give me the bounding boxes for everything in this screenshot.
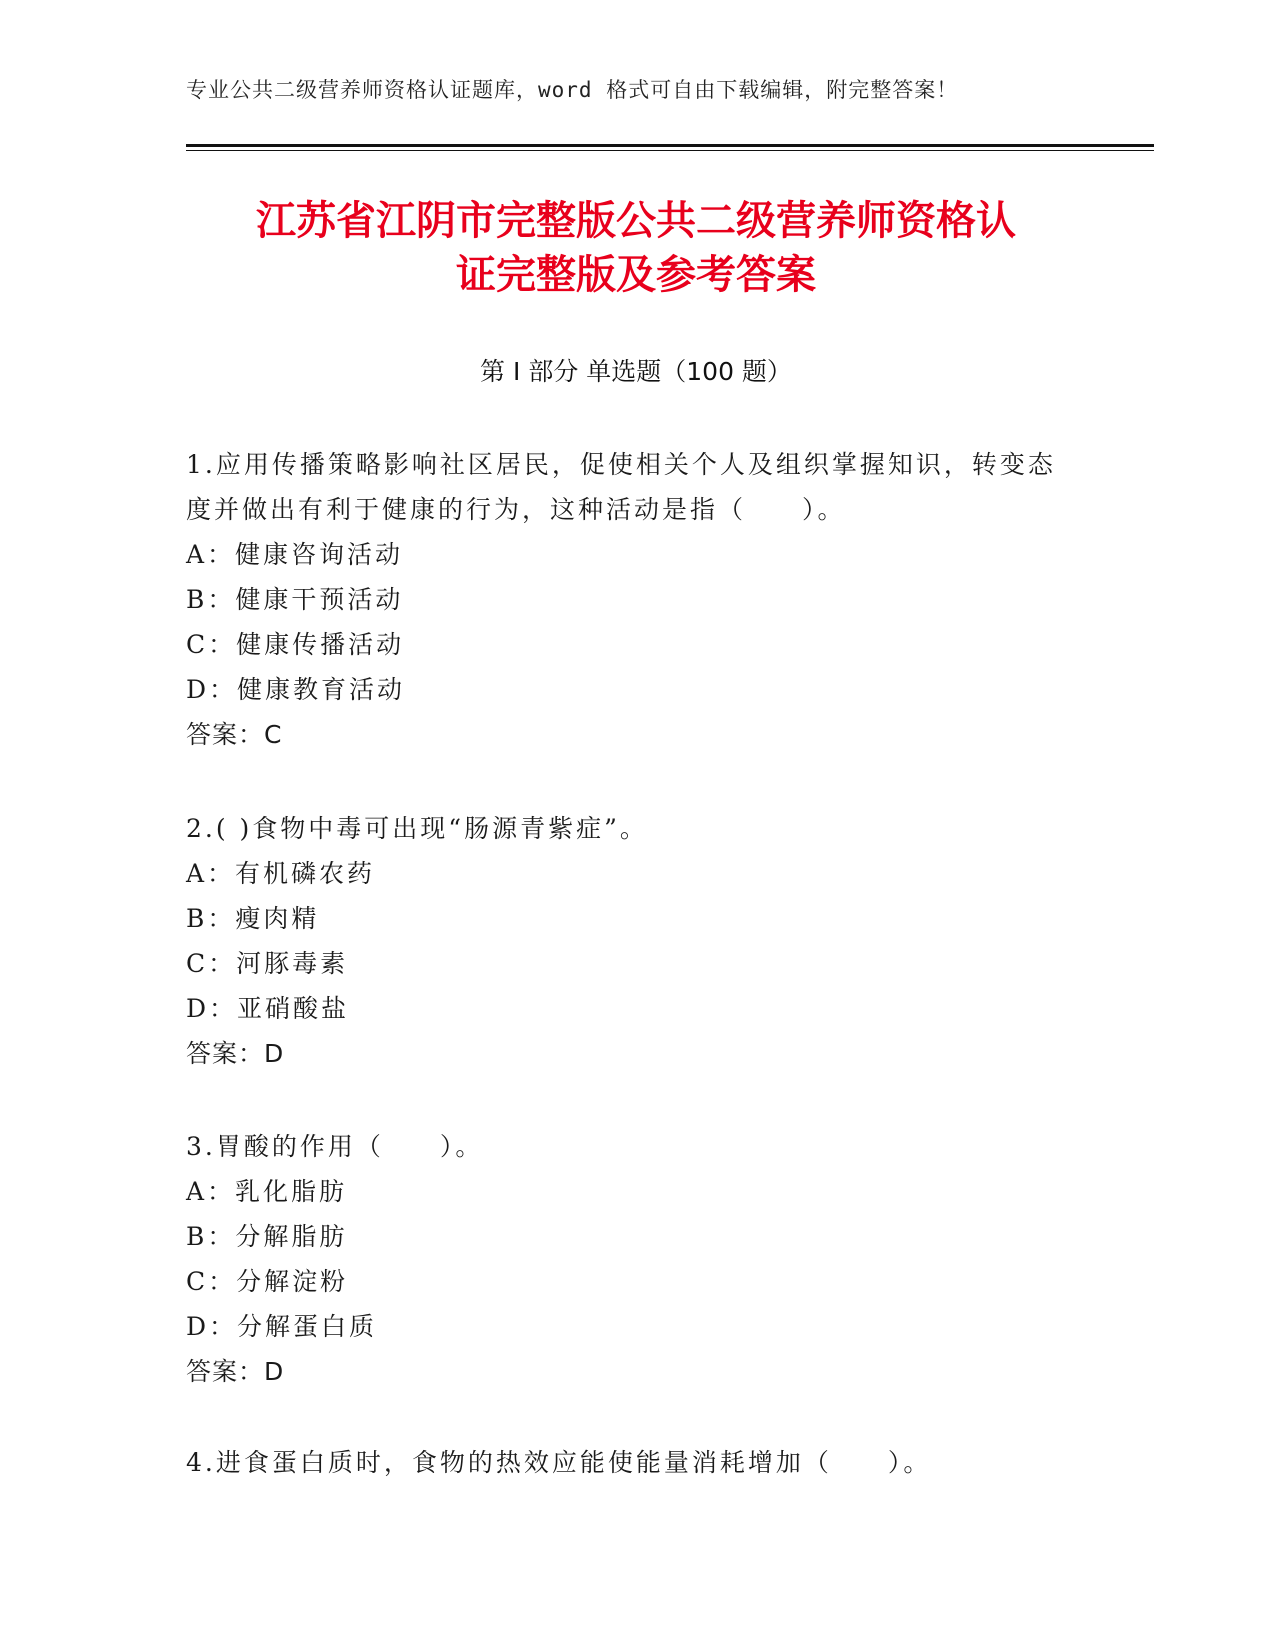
question-stem: 1.应用传播策略影响社区居民，促使相关个人及组织掌握知识，转变态度并做出有利于健康的行为，这种活动是指（ ）。 xyxy=(186,450,1056,524)
document-title-line-2: 证完整版及参考答案 xyxy=(456,252,816,298)
header-rule-thin xyxy=(186,150,1154,151)
question-4 xyxy=(186,1440,1056,1485)
option-c: C：分解淀粉 xyxy=(186,1267,349,1296)
answer: 答案：C xyxy=(186,720,283,749)
question-stem: 4.进食蛋白质时，食物的热效应能使能量消耗增加（ ）。 xyxy=(186,1448,932,1477)
option-c: C：河豚毒素 xyxy=(186,949,349,978)
option-d: D：分解蛋白质 xyxy=(186,1312,378,1341)
option-a: A：乳化脂肪 xyxy=(186,1177,348,1206)
question-3 xyxy=(186,1124,1056,1394)
option-a: A：有机磷农药 xyxy=(186,859,376,888)
document-title-line-1: 江苏省江阴市完整版公共二级营养师资格认 xyxy=(256,198,1016,244)
question-1 xyxy=(186,442,1056,757)
option-c: C：健康传播活动 xyxy=(186,630,405,659)
option-b: B：健康干预活动 xyxy=(186,585,404,614)
option-b: B：分解脂肪 xyxy=(186,1222,348,1251)
answer: 答案：D xyxy=(186,1039,285,1068)
document-title xyxy=(186,194,1086,302)
question-2 xyxy=(186,806,1056,1076)
question-stem: 3.胃酸的作用（ ）。 xyxy=(186,1132,484,1161)
option-d: D：亚硝酸盐 xyxy=(186,994,350,1023)
section-title: 第 I 部分 单选题（100 题） xyxy=(480,357,792,386)
question-stem: 2.( )食物中毒可出现“肠源青紫症”。 xyxy=(186,814,648,843)
header-rule-thick xyxy=(186,144,1154,147)
option-b: B：瘦肉精 xyxy=(186,904,320,933)
header-note: 专业公共二级营养师资格认证题库，word 格式可自由下载编辑，附完整答案！ xyxy=(186,78,959,102)
answer: 答案：D xyxy=(186,1357,285,1386)
option-a: A：健康咨询活动 xyxy=(186,540,404,569)
option-d: D：健康教育活动 xyxy=(186,675,406,704)
